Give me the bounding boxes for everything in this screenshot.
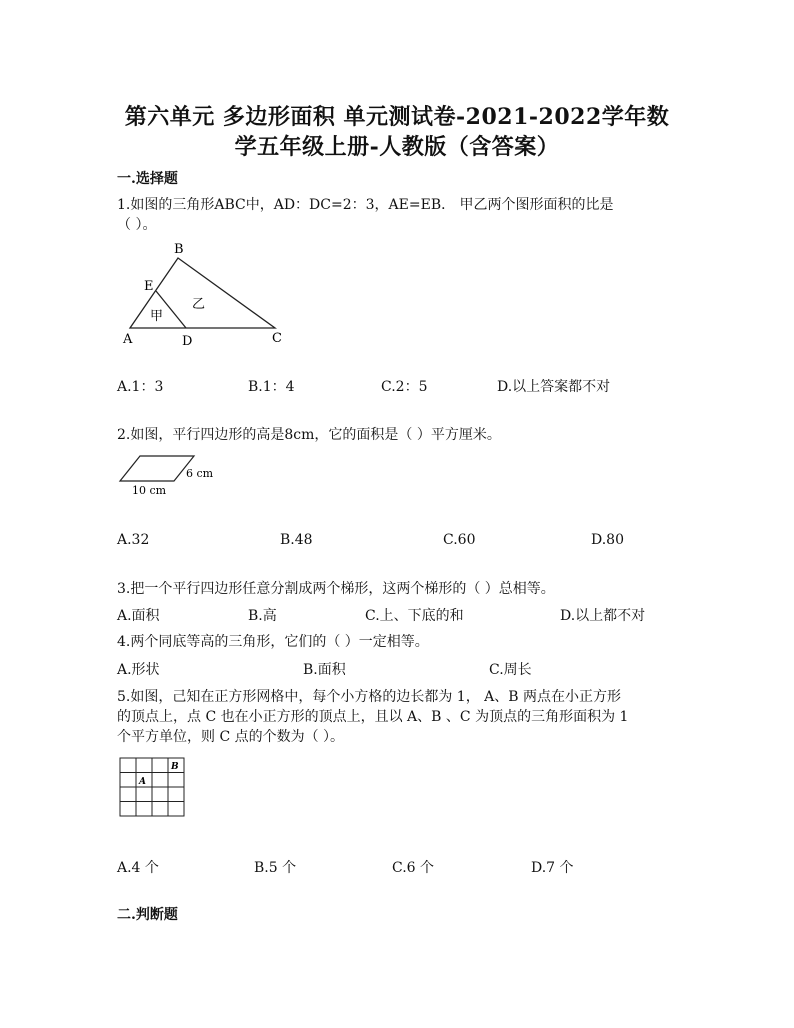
question-4-option-b[interactable]: B.面积 [303,662,346,678]
label-a: A [123,332,133,347]
question-3-option-b[interactable]: B.高 [248,608,277,624]
question-5-option-c[interactable]: C.6 个 [392,860,435,876]
question-2-option-d[interactable]: D.80 [591,532,624,548]
question-5-option-b[interactable]: B.5 个 [254,860,297,876]
question-2-text: 2.如图，平行四边形的高是8cm，它的面积是（ ）平方厘米。 [117,427,501,443]
question-5-text-line2: 的顶点上，点 C 也在小正方形的顶点上，且以 A、B 、C 为顶点的三角形面积为 1 [117,709,629,725]
question-1-text-line1: 1.如图的三角形ABC中，AD：DC=2：3，AE=EB． 甲乙两个图形面积的比是 [117,197,614,213]
section-heading-judge: 二.判断题 [117,907,178,923]
question-4-option-c[interactable]: C.周长 [489,662,532,678]
question-3-option-d[interactable]: D.以上都不对 [560,608,646,624]
question-5-option-d[interactable]: D.7 个 [531,860,574,876]
question-1-option-b[interactable]: B.1：4 [248,379,295,395]
label-b: B [174,242,184,257]
label-d: D [182,334,193,349]
question-3-option-a[interactable]: A.面积 [117,608,160,624]
triangle-abc-figure [110,238,310,353]
question-2-option-b[interactable]: B.48 [280,532,313,548]
page-title-line1: 第六单元 多边形面积 单元测试卷-2021-2022学年数 [124,104,670,130]
label-yi: 乙 [192,297,206,312]
parallelogram [120,456,194,481]
question-1-option-a[interactable]: A.1：3 [117,379,164,395]
label-base-10cm: 10 cm [132,484,167,497]
label-side-6cm: 6 cm [186,467,214,480]
grid-label-a: A [139,777,146,787]
label-c: C [272,331,282,346]
question-3-option-c[interactable]: C.上、下底的和 [365,608,464,624]
question-2-option-c[interactable]: C.60 [443,532,476,548]
question-1-option-d[interactable]: D.以上答案都不对 [497,379,611,395]
question-5-text-line3: 个平方单位，则 C 点的个数为（ ）。 [117,729,345,745]
question-3-text: 3.把一个平行四边形任意分割成两个梯形，这两个梯形的（ ）总相等。 [117,581,555,597]
square-grid-figure [118,756,188,818]
label-jia: 甲 [150,309,164,324]
question-2-option-a[interactable]: A.32 [117,532,150,548]
grid-label-b: B [171,762,179,772]
section-heading-choice: 一.选择题 [117,171,178,187]
parallelogram-figure [114,448,224,500]
question-4-text: 4.两个同底等高的三角形，它们的（ ）一定相等。 [117,634,429,650]
label-e: E [144,279,154,294]
question-5-text-line1: 5.如图，己知在正方形网格中，每个小方格的边长都为 1， A、B 两点在小正方形 [117,689,622,705]
question-5-option-a[interactable]: A.4 个 [117,860,159,876]
question-1-text-line2: （ ）。 [117,217,157,233]
page-title-line2: 学五年级上册-人教版（含答案） [234,134,560,160]
question-1-option-c[interactable]: C.2：5 [381,379,428,395]
question-4-option-a[interactable]: A.形状 [117,662,160,678]
